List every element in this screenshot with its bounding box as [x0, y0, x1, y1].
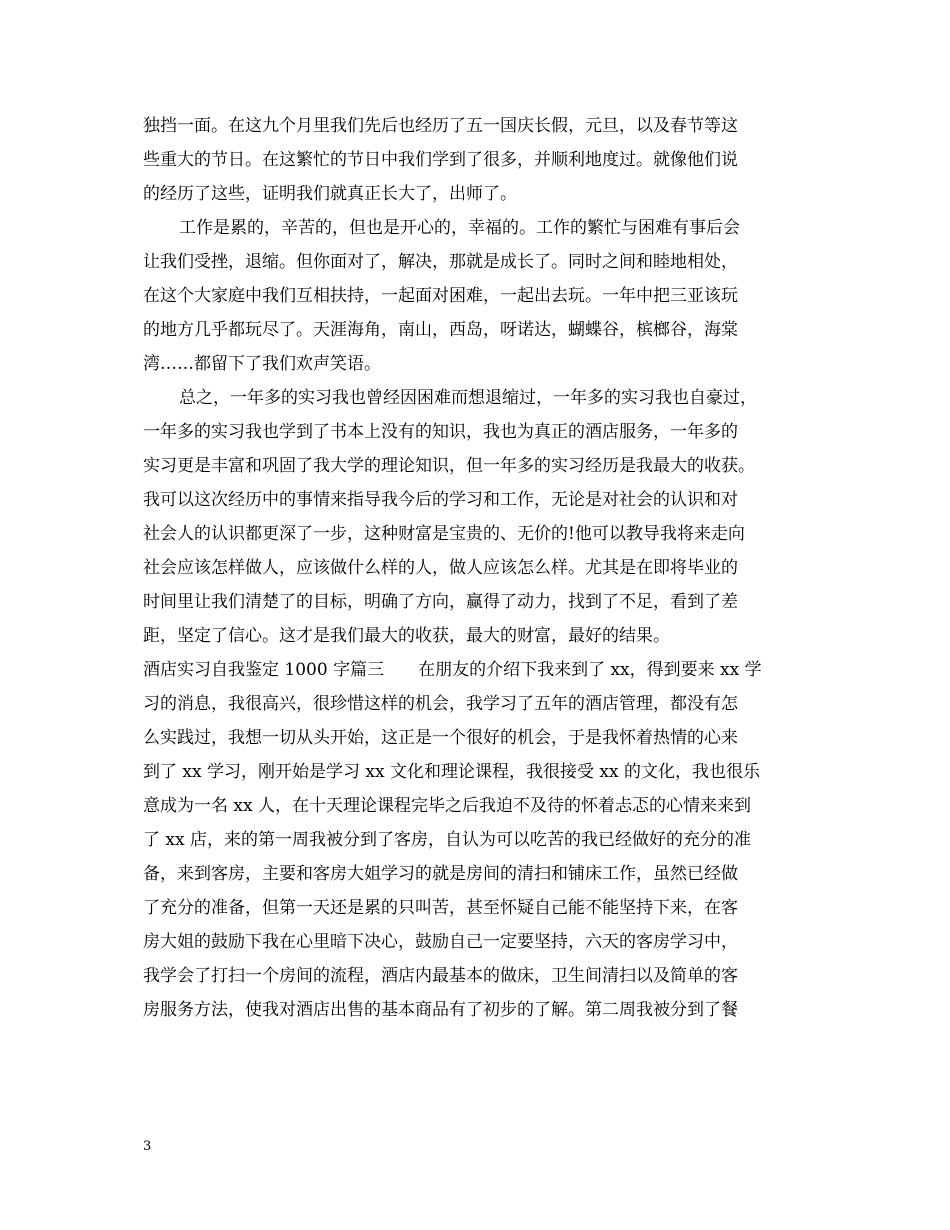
- text-line: 么实践过，我想一切从头开始，这正是一个很好的机会，于是我怀着热情的心来: [143, 728, 738, 748]
- text-line: 一年多的实习我也学到了书本上没有的知识，我也为真正的酒店服务，一年多的: [143, 422, 738, 442]
- text-line: 房服务方法，使我对酒店出售的基本商品有了初步的了解。第二周我被分到了餐: [143, 1000, 738, 1020]
- text-line: 社会人的认识都更深了一步，这种财富是宝贵的、无价的!他可以教导我将来走向: [143, 524, 745, 544]
- text-line: 社会应该怎样做人，应该做什么样的人，做人应该怎么样。尤其是在即将毕业的: [143, 558, 738, 578]
- text-line: 习的消息，我很高兴，很珍惜这样的机会，我学习了五年的酒店管理，都没有怎: [143, 694, 738, 714]
- text-line: 意成为一名 xx 人，在十天理论课程完毕之后我迫不及待的怀着忐忑的心情来来到: [143, 796, 751, 816]
- text-line: 些重大的节日。在这繁忙的节日中我们学到了很多，并顺利地度过。就像他们说: [143, 150, 738, 170]
- text-line: 独挡一面。在这九个月里我们先后也经历了五一国庆长假，元旦，以及春节等这: [143, 116, 738, 136]
- text-line: 的地方几乎都玩尽了。天涯海角，南山，西岛，呀诺达，蝴蝶谷，槟榔谷，海棠: [143, 320, 738, 340]
- text-line: 让我们受挫，退缩。但你面对了，解决，那就是成长了。同时之间和睦地相处，: [143, 252, 738, 272]
- text-line: 房大姐的鼓励下我在心里暗下决心，鼓励自己一定要坚持，六天的客房学习中，: [143, 932, 738, 952]
- text-line: 到了 xx 学习，刚开始是学习 xx 文化和理论课程，我很接受 xx 的文化，我也很乐: [143, 762, 760, 782]
- text-line: 了 xx 店，来的第一周我被分到了客房，自认为可以吃苦的我已经做好的充分的准: [143, 830, 751, 850]
- text-line: 时间里让我们清楚了的目标，明确了方向，赢得了动力，找到了不足，看到了差: [143, 592, 738, 612]
- text-line: 湾……都留下了我们欢声笑语。: [143, 354, 381, 374]
- section-heading-line: 酒店实习自我鉴定 1000 字篇三 在朋友的介绍下我来到了 xx，得到要来 xx 学: [143, 660, 762, 680]
- text-line: 我可以这次经历中的事情来指导我今后的学习和工作，无论是对社会的认识和对: [143, 490, 738, 510]
- text-line: 实习更是丰富和巩固了我大学的理论知识，但一年多的实习经历是我最大的收获。: [143, 456, 755, 476]
- text-line: 总之，一年多的实习我也曾经因困难而想退缩过，一年多的实习我也自豪过，: [179, 388, 757, 408]
- text-line: 距，坚定了信心。这才是我们最大的收获，最大的财富，最好的结果。: [143, 626, 670, 646]
- text-line: 工作是累的，辛苦的，但也是开心的，幸福的。工作的繁忙与困难有事后会: [179, 218, 740, 238]
- text-line: 了充分的准备，但第一天还是累的只叫苦，甚至怀疑自己能不能坚持下来，在客: [143, 898, 738, 918]
- text-line: 的经历了这些，证明我们就真正长大了，出师了。: [143, 184, 517, 204]
- text-line: 我学会了打扫一个房间的流程，酒店内最基本的做床，卫生间清扫以及简单的客: [143, 966, 738, 986]
- body-text: [143, 115, 813, 1033]
- text-line: 备，来到客房，主要和客房大姐学习的就是房间的清扫和铺床工作，虽然已经做: [143, 864, 738, 884]
- text-line: 在这个大家庭中我们互相扶持，一起面对困难，一起出去玩。一年中把三亚该玩: [143, 286, 738, 306]
- page-number: 3: [143, 1139, 152, 1154]
